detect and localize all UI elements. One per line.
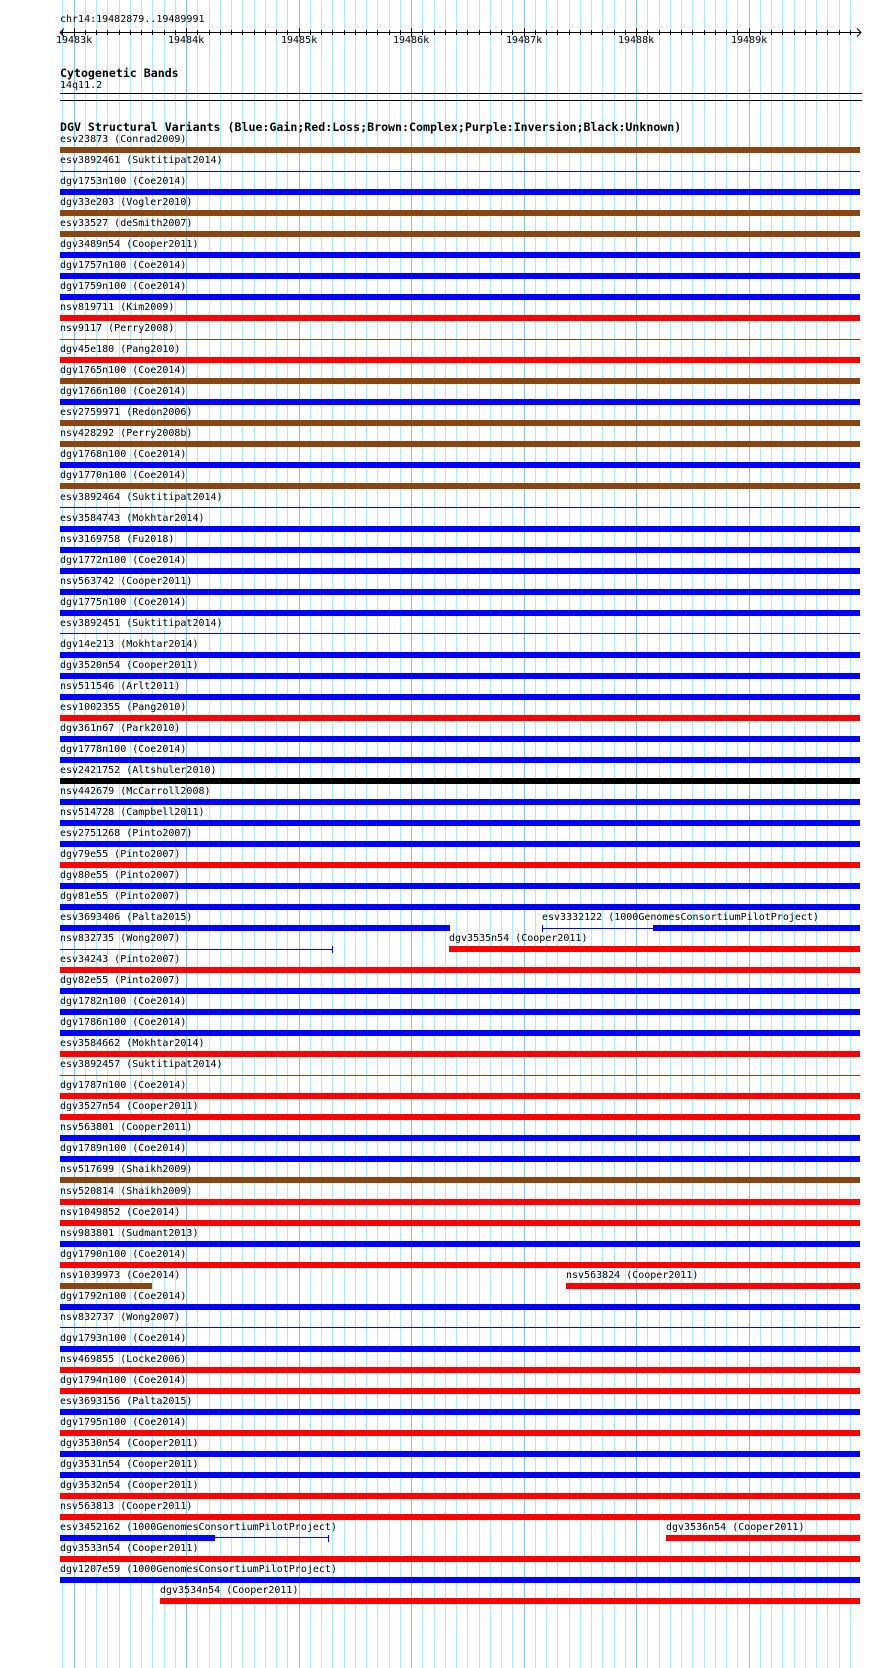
ruler-tick-minor [704,30,705,35]
feature-label[interactable]: dgv1786n100 (Coe2014) [60,1017,187,1028]
grid-line-minor [816,0,817,1668]
feature-bar[interactable] [60,1009,860,1015]
feature-bar[interactable] [60,420,860,426]
feature-line[interactable] [60,949,332,950]
grid-line-minor [456,0,457,1668]
feature-label[interactable]: esv34243 (Pinto2007) [60,954,181,965]
grid-line-major [411,0,412,1668]
grid-line-minor [321,0,322,1668]
grid-line-minor [332,0,333,1668]
grid-line-minor [670,0,671,1668]
ruler-tick-minor [839,30,840,35]
grid-line-minor [377,0,378,1668]
feature-bar[interactable] [60,1030,860,1036]
feature-label[interactable]: dgv1757n100 (Coe2014) [60,260,187,271]
ruler-tick-minor [715,30,716,35]
ruler-tick-label: 19488k [618,35,655,46]
grid-line-minor [782,0,783,1668]
feature-bar[interactable] [60,1451,860,1457]
feature-label[interactable]: dgv1768n100 (Coe2014) [60,449,187,460]
ruler-tick-minor [647,30,648,35]
grid-line-minor [445,0,446,1668]
feature-bar[interactable] [60,904,860,910]
ruler-tick-minor [422,30,423,35]
grid-line-minor [467,0,468,1668]
feature-label[interactable]: esv3892451 (Suktitipat2014) [60,618,223,629]
feature-bar[interactable] [60,1409,860,1415]
feature-bar[interactable] [60,294,860,300]
feature-label[interactable]: dgv3533n54 (Cooper2011) [60,1543,199,1554]
ruler-tick-minor [164,30,165,35]
feature-bar[interactable] [60,1430,860,1436]
feature-label[interactable]: nsv1049852 (Coe2014) [60,1207,181,1218]
feature-bar[interactable] [60,1472,860,1478]
feature-label[interactable]: nsv563813 (Cooper2011) [60,1501,193,1512]
feature-bar[interactable] [60,378,860,384]
feature-label[interactable]: esv3452162 (1000GenomesConsortiumPilotProject) [60,1522,337,1533]
grid-line-minor [726,0,727,1668]
feature-line[interactable] [60,1327,860,1328]
feature-bar[interactable] [60,1114,860,1120]
ruler-tick-minor [130,30,131,35]
grid-line-minor [760,0,761,1668]
grid-line-minor [681,0,682,1668]
ruler-tick-minor [107,30,108,35]
ruler-tick-minor [580,30,581,35]
grid-line-minor [209,0,210,1668]
ruler-tick-minor [276,30,277,35]
feature-bar[interactable] [60,1220,860,1226]
feature-line[interactable] [60,633,860,634]
feature-line[interactable] [60,171,860,172]
feature-bar[interactable] [60,883,860,889]
feature-bar[interactable] [60,988,860,994]
feature-label[interactable]: esv3332122 (1000GenomesConsortiumPilotProject) [542,912,819,923]
feature-label[interactable]: esv3892464 (Suktitipat2014) [60,492,223,503]
feature-label[interactable]: nsv9117 (Perry2008) [60,323,175,334]
ruler-tick-minor [591,30,592,35]
feature-label[interactable]: dgv1759n100 (Coe2014) [60,281,187,292]
grid-line-minor [490,0,491,1668]
feature-bar[interactable] [60,610,860,616]
feature-bar[interactable] [60,694,860,700]
feature-label[interactable]: dgv81e55 (Pinto2007) [60,891,181,902]
feature-bar[interactable] [60,1283,152,1289]
ruler-tick-label: 19485k [281,35,318,46]
grid-line-major [524,0,525,1668]
feature-bar[interactable] [60,1135,860,1141]
grid-line-minor [602,0,603,1668]
feature-label[interactable]: nsv1039973 (Coe2014) [60,1270,181,1281]
feature-line[interactable] [60,339,860,340]
feature-bar[interactable] [60,673,860,679]
ruler-tick-minor [355,30,356,35]
feature-bar[interactable] [60,1346,860,1352]
feature-bar[interactable] [653,925,860,931]
grid-line-minor [389,0,390,1668]
feature-label[interactable]: dgv1778n100 (Coe2014) [60,744,187,755]
ruler-tick-minor [141,30,142,35]
ruler-tick-minor [209,30,210,35]
feature-bar[interactable] [60,1262,860,1268]
grid-line-minor [400,0,401,1668]
feature-bar[interactable] [60,147,860,153]
feature-label[interactable]: nsv563824 (Cooper2011) [566,1270,699,1281]
ruler-tick-minor [456,30,457,35]
grid-line-major [636,0,637,1668]
ruler-tick-minor [434,30,435,35]
feature-label[interactable]: nsv983801 (Sudmant2013) [60,1228,199,1239]
feature-bar[interactable] [60,1514,860,1520]
feature-label[interactable]: nsv469855 (Locke2006) [60,1354,187,1365]
grid-line-minor [254,0,255,1668]
grid-line-minor [546,0,547,1668]
ruler-tick-minor [254,30,255,35]
feature-label[interactable]: nsv819711 (Kim2009) [60,302,175,313]
feature-label[interactable]: nsv832735 (Wong2007) [60,933,181,944]
feature-bar[interactable] [60,736,860,742]
feature-label[interactable]: esv3892457 (Suktitipat2014) [60,1059,223,1070]
ruler-tick-minor [794,30,795,35]
feature-bar[interactable] [60,210,860,216]
grid-line-minor [265,0,266,1668]
feature-label[interactable]: dgv1789n100 (Coe2014) [60,1143,187,1154]
cytoband-track-title: Cytogenetic Bands [60,66,179,80]
ruler-tick-minor [389,30,390,35]
feature-bar[interactable] [60,1535,215,1541]
feature-line[interactable] [60,1075,860,1076]
grid-line-minor [512,0,513,1668]
grid-line-minor [535,0,536,1668]
ruler-tick-minor [220,30,221,35]
feature-label[interactable]: esv3892461 (Suktitipat2014) [60,155,223,166]
feature-label[interactable]: dgv1765n100 (Coe2014) [60,365,187,376]
feature-bar[interactable] [60,1156,860,1162]
feature-label[interactable]: dgv79e55 (Pinto2007) [60,849,181,860]
grid-line-minor [737,0,738,1668]
feature-label[interactable]: esv1002355 (Pang2010) [60,702,187,713]
feature-bar[interactable] [60,1093,860,1099]
cytoband-divider-top [60,93,862,94]
feature-label[interactable]: dgv80e55 (Pinto2007) [60,870,181,881]
feature-label[interactable]: dgv3534n54 (Cooper2011) [160,1585,299,1596]
ruler-tick-minor [850,30,851,35]
grid-line-minor [479,0,480,1668]
feature-bar[interactable] [60,1493,860,1499]
feature-bar[interactable] [60,315,860,321]
feature-label[interactable]: dgv361n67 (Park2010) [60,723,181,734]
feature-label[interactable]: dgv33e203 (Vogler2010) [60,197,193,208]
feature-label[interactable]: dgv3489n54 (Cooper2011) [60,239,199,250]
feature-bar[interactable] [566,1283,860,1289]
feature-label[interactable]: dgv1772n100 (Coe2014) [60,555,187,566]
feature-bar[interactable] [60,1199,860,1205]
ruler-tick-minor [501,30,502,35]
feature-end-tick [328,1535,329,1542]
feature-label[interactable]: esv33527 (deSmith2007) [60,218,193,229]
feature-bar[interactable] [60,441,860,447]
feature-label[interactable]: dgv1790n100 (Coe2014) [60,1249,187,1260]
feature-label[interactable]: dgv1793n100 (Coe2014) [60,1333,187,1344]
feature-bar[interactable] [60,568,860,574]
grid-line-minor [501,0,502,1668]
ruler-tick-minor [681,30,682,35]
feature-label[interactable]: nsv428292 (Perry2008b) [60,428,193,439]
feature-label[interactable]: dgv3536n54 (Cooper2011) [666,1522,805,1533]
cytoband-divider-bottom [60,100,862,101]
feature-label[interactable]: dgv1770n100 (Coe2014) [60,470,187,481]
feature-label[interactable]: nsv3169758 (Fu2018) [60,534,175,545]
ruler-tick-minor [569,30,570,35]
feature-label[interactable]: dgv3520n54 (Cooper2011) [60,660,199,671]
feature-label[interactable]: dgv45e180 (Pang2010) [60,344,181,355]
feature-label[interactable]: esv2759971 (Redon2006) [60,407,193,418]
dgv-track-title: DGV Structural Variants (Blue:Gain;Red:Loss;Brown:Complex;Purple:Inversion;Black:Unknown) [60,120,682,134]
ruler-tick-label: 19484k [168,35,205,46]
grid-line-minor [805,0,806,1668]
ruler-tick-minor [782,30,783,35]
ruler-tick-minor [602,30,603,35]
feature-bar[interactable] [60,862,860,868]
feature-label[interactable]: dgv1207e59 (1000GenomesConsortiumPilotProject) [60,1564,337,1575]
ruler-tick-minor [366,30,367,35]
feature-label[interactable]: dgv3532n54 (Cooper2011) [60,1480,199,1491]
feature-label[interactable]: esv2421752 (Altshuler2010) [60,765,217,776]
grid-line-minor [839,0,840,1668]
feature-label[interactable]: nsv563801 (Cooper2011) [60,1122,193,1133]
feature-label[interactable]: dgv1792n100 (Coe2014) [60,1291,187,1302]
grid-line-minor [771,0,772,1668]
ruler-tick-minor [321,30,322,35]
feature-line[interactable] [60,507,860,508]
feature-label[interactable]: dgv3527n54 (Cooper2011) [60,1101,199,1112]
grid-line-minor [434,0,435,1668]
feature-bar[interactable] [60,526,860,532]
grid-line-minor [692,0,693,1668]
feature-bar[interactable] [60,820,860,826]
ruler-tick-minor [760,30,761,35]
ruler-tick-minor [557,30,558,35]
grid-line-minor [850,0,851,1668]
feature-bar[interactable] [666,1535,860,1541]
feature-label[interactable]: nsv514728 (Campbell2011) [60,807,205,818]
feature-label[interactable]: esv3584662 (Mokhtar2014) [60,1038,205,1049]
grid-line-minor [591,0,592,1668]
feature-label[interactable]: esv23873 (Conrad2009) [60,134,187,145]
feature-bar[interactable] [60,778,860,784]
grid-line-minor [310,0,311,1668]
feature-bar[interactable] [60,547,860,553]
feature-label[interactable]: dgv14e213 (Mokhtar2014) [60,639,199,650]
feature-bar[interactable] [60,967,860,973]
feature-label[interactable]: dgv1795n100 (Coe2014) [60,1417,187,1428]
feature-bar[interactable] [60,715,860,721]
feature-bar[interactable] [60,399,860,405]
grid-line-minor [625,0,626,1668]
feature-label[interactable]: dgv3530n54 (Cooper2011) [60,1438,199,1449]
grid-line-minor [569,0,570,1668]
ruler-tick-minor [614,30,615,35]
feature-label[interactable]: esv3693156 (Palta2015) [60,1396,193,1407]
feature-bar[interactable] [60,925,450,931]
ruler-tick-minor [659,30,660,35]
grid-line-minor [614,0,615,1668]
ruler-tick-minor [692,30,693,35]
feature-bar[interactable] [60,1177,860,1183]
feature-label[interactable]: dgv1782n100 (Coe2014) [60,996,187,1007]
feature-bar[interactable] [60,1367,860,1373]
feature-label[interactable]: esv3584743 (Mokhtar2014) [60,513,205,524]
grid-line-minor [366,0,367,1668]
feature-label[interactable]: nsv511546 (Arlt2011) [60,681,181,692]
feature-bar[interactable] [60,652,860,658]
feature-bar[interactable] [60,273,860,279]
feature-bar[interactable] [60,1577,860,1583]
ruler-tick-label: 19483k [56,35,93,46]
ruler-tick-minor [490,30,491,35]
ruler-tick-minor [119,30,120,35]
grid-line-minor [557,0,558,1668]
feature-bar[interactable] [60,462,860,468]
grid-line-minor [276,0,277,1668]
feature-bar[interactable] [60,1241,860,1247]
ruler-tick-minor [344,30,345,35]
ruler-tick-minor [265,30,266,35]
ruler-tick-minor [85,30,86,35]
grid-line-minor [355,0,356,1668]
ruler-tick-minor [231,30,232,35]
ruler-tick-minor [310,30,311,35]
ruler-tick-minor [467,30,468,35]
grid-line-minor [794,0,795,1668]
grid-line-minor [242,0,243,1668]
ruler-tick-minor [479,30,480,35]
grid-line-minor [580,0,581,1668]
ruler-tick-minor [805,30,806,35]
feature-label[interactable]: nsv517699 (Shaikh2009) [60,1164,193,1175]
ruler-tick-minor [332,30,333,35]
ruler-tick-minor [197,30,198,35]
feature-bar[interactable] [60,1051,860,1057]
feature-label[interactable]: nsv563742 (Cooper2011) [60,576,193,587]
grid-line-minor [659,0,660,1668]
grid-line-major [749,0,750,1668]
grid-line-minor [344,0,345,1668]
ruler-tick-minor [96,30,97,35]
ruler-tick-minor [242,30,243,35]
feature-bar[interactable] [60,252,860,258]
feature-bar[interactable] [60,757,860,763]
feature-label[interactable]: dgv1794n100 (Coe2014) [60,1375,187,1386]
feature-bar[interactable] [60,1304,860,1310]
feature-bar[interactable] [60,1556,860,1562]
feature-bar[interactable] [60,1388,860,1394]
ruler-tick-minor [377,30,378,35]
ruler-tick-minor [445,30,446,35]
ruler-tick-minor [726,30,727,35]
feature-label[interactable]: nsv520814 (Shaikh2009) [60,1186,193,1197]
grid-line-minor [287,0,288,1668]
feature-start-tick [542,925,543,932]
feature-label[interactable]: dgv3531n54 (Cooper2011) [60,1459,199,1470]
feature-bar[interactable] [60,231,860,237]
ruler-tick-minor [670,30,671,35]
grid-line-minor [422,0,423,1668]
grid-line-minor [231,0,232,1668]
feature-bar[interactable] [60,799,860,805]
ruler-tick-label: 19489k [731,35,768,46]
feature-label[interactable]: dgv82e55 (Pinto2007) [60,975,181,986]
grid-line-minor [715,0,716,1668]
feature-label[interactable]: nsv832737 (Wong2007) [60,1312,181,1323]
feature-label[interactable]: dgv1775n100 (Coe2014) [60,597,187,608]
grid-line-minor [647,0,648,1668]
feature-bar[interactable] [60,483,860,489]
grid-line-minor [704,0,705,1668]
feature-end-tick [332,946,333,953]
feature-bar[interactable] [60,589,860,595]
feature-label[interactable]: nsv442679 (McCarroll2008) [60,786,211,797]
feature-bar[interactable] [160,1598,860,1604]
feature-label[interactable]: dgv3535n54 (Cooper2011) [449,933,588,944]
ruler-tick-label: 19486k [393,35,430,46]
feature-bar[interactable] [449,946,860,952]
ruler-tick-minor [816,30,817,35]
feature-bar[interactable] [60,189,860,195]
feature-label[interactable]: dgv1753n100 (Coe2014) [60,176,187,187]
grid-line-minor [827,0,828,1668]
grid-line-minor [220,0,221,1668]
ruler-tick-label: 19487k [506,35,543,46]
cytoband-label: 14q11.2 [60,80,103,91]
feature-label[interactable]: dgv1766n100 (Coe2014) [60,386,187,397]
feature-bar[interactable] [60,357,860,363]
ruler-tick-minor [546,30,547,35]
location-label: chr14:19482879..19489991 [60,14,205,25]
ruler-tick-minor [771,30,772,35]
ruler-tick-minor [152,30,153,35]
feature-bar[interactable] [60,841,860,847]
feature-label[interactable]: esv2751268 (Pinto2007) [60,828,193,839]
ruler-axis [60,32,860,33]
ruler-tick-minor [827,30,828,35]
feature-label[interactable]: dgv1787n100 (Coe2014) [60,1080,187,1091]
ruler-tick-minor [535,30,536,35]
grid-line-major [299,0,300,1668]
feature-label[interactable]: esv3693406 (Palta2015) [60,912,193,923]
